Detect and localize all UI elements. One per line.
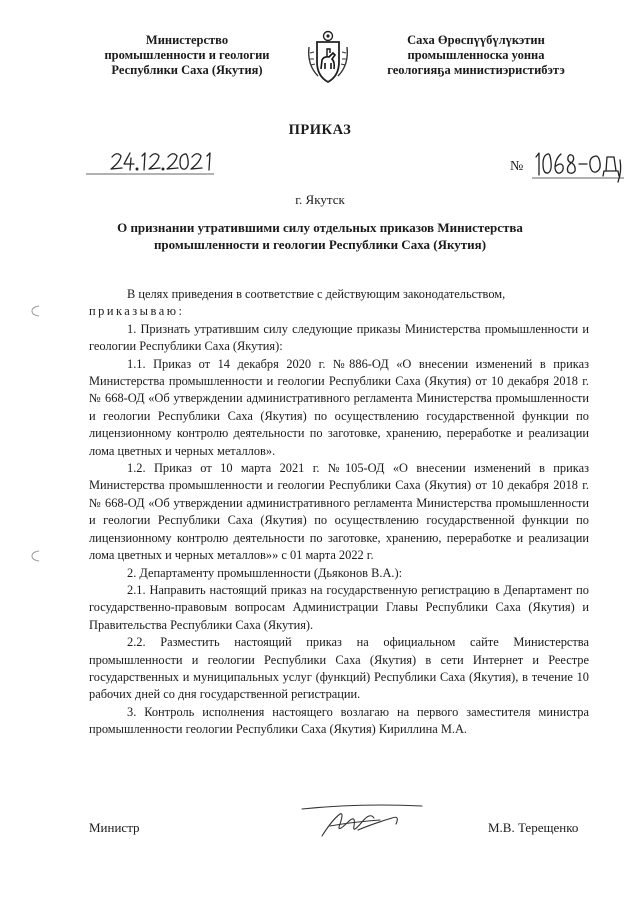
- body-paragraph: 1.2. Приказ от 10 марта 2021 г. №105-ОД «О внесении изменений в приказ Министерства промышленности и геологии Республики Саха (Якутия) от 10 декабря 2018 г. № 668-ОД «Об утверждении административного регламента Министерства промышленности и геологии Республики Саха (Якутия) по осуществлению государственной функции по лицензионному контролю деятельности по заготовке, хранению, переработке и реализации лома цветных и черных металлов»» с 01 марта 2022 г.: [89, 461, 589, 563]
- body-paragraph: 1.1. Приказ от 14 декабря 2020 г. №886-ОД «О внесении изменений в приказ Министерства промышленности и геологии Республики Саха (Якутия) от 10 декабря 2018 г. № 668-ОД «Об утверждении административного регламента Министерства промышленности и геологии Республики Саха (Якутия) по осуществлению государственной функции по лицензионному контролю деятельности по заготовке, хранению, переработке и реализации лома цветных и черных металлов».: [89, 356, 589, 458]
- ministry-name-yakut: [360, 33, 592, 78]
- margin-mark-icon: [29, 549, 43, 563]
- coat-of-arms-icon: [305, 29, 351, 85]
- order-subject: [96, 219, 544, 253]
- ministry-name-line: Республики Саха (Якутия): [111, 63, 263, 77]
- signatory-role: Министр: [89, 820, 140, 835]
- ministry-name-line: Саха Өрөспүүбүлүкэтин: [407, 33, 545, 47]
- order-number: [510, 151, 625, 185]
- body-paragraph-intro: В целях приведения в соответствие с действующим законодательством, приказываю:: [89, 287, 506, 319]
- body-paragraph: 1. Признать утратившим силу следующие приказы Министерства промышленности и геологии Республики Саха (Якутия):: [89, 321, 589, 354]
- handwritten-order-number: [532, 151, 624, 183]
- ministry-name-line: Министерство: [145, 33, 229, 47]
- ministry-name-line: промышленности и геологии: [104, 48, 270, 62]
- body-paragraph: 2. Департаменту промышленности (Дьяконов В.А.):: [127, 565, 403, 580]
- number-sign: №: [510, 159, 524, 174]
- document-title: ПРИКАЗ: [288, 122, 352, 138]
- signatory-name: М.В. Терещенко: [488, 820, 579, 835]
- ministry-name-russian: [72, 33, 302, 78]
- ministry-name-line: промышленноска уонна: [407, 48, 545, 62]
- subject-line: промышленности и геологии Республики Саха (Якутия): [153, 237, 487, 252]
- body-paragraph: 2.2. Разместить настоящий приказ на официальном сайте Министерства промышленности и геологии Республики Саха (Якутия) в сети Интернет и Реестре государственных и муниципальных услуг (функций) Республики Саха (Якутия), в течение 10 рабочих дней со дня государственной регистрации.: [89, 635, 589, 702]
- body-paragraph: 2.1. Направить настоящий приказ на государственную регистрацию в Департамент по государственно-правовым вопросам Администрации Главы Республики Саха (Якутия) и Правительства Республики Саха (Якутия).: [89, 582, 589, 632]
- subject-line: О признании утратившими силу отдельных приказов Министерства: [117, 220, 523, 235]
- city-line: г. Якутск: [295, 192, 345, 207]
- order-word: приказываю:: [89, 304, 185, 319]
- body-paragraph: 3. Контроль исполнения настоящего возлагаю на первого заместителя министра промышленности геологии Республики Саха (Якутия) Кириллина М.А.: [89, 704, 589, 737]
- handwritten-signature: [300, 800, 424, 840]
- margin-mark-icon: [29, 304, 43, 318]
- handwritten-date: [86, 149, 214, 177]
- ministry-name-line: геологияҕа министиэристибэтэ: [387, 63, 565, 77]
- order-body: [89, 286, 589, 739]
